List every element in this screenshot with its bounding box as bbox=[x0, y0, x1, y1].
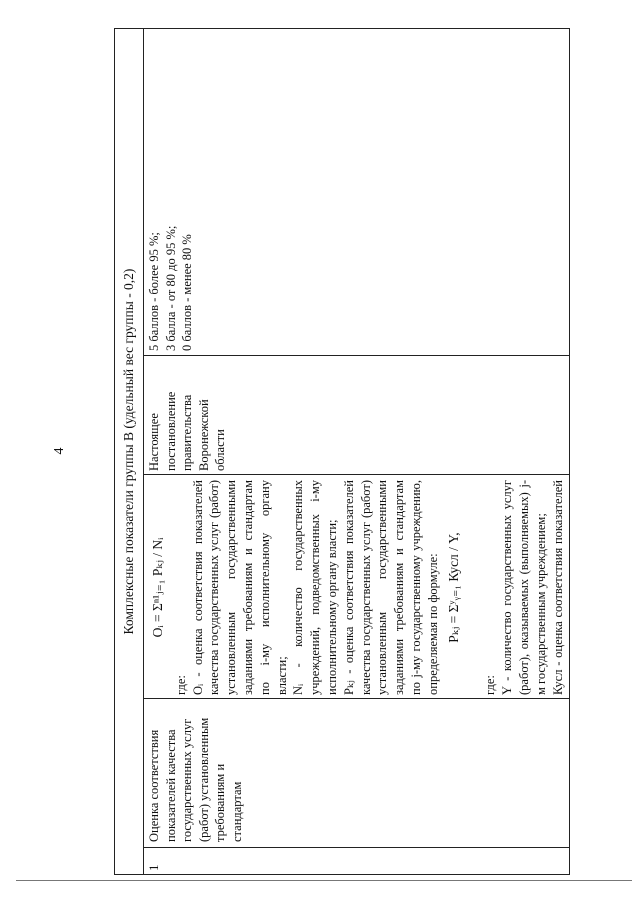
definition-ni: Nᵢ - количество государственных учреждений, подведомственных i-му исполнительному органу власти; bbox=[291, 480, 339, 695]
formula-pkj: Рₖⱼ = Σʸᵧ₌₁ Кусл / Y, bbox=[445, 532, 461, 643]
source-line: правительства bbox=[180, 394, 194, 471]
row-number: 1 bbox=[146, 864, 161, 871]
table-border-right bbox=[114, 28, 570, 29]
definition-kusl: Кусл - оценка соответствия показателей bbox=[550, 480, 565, 695]
column-divider-3 bbox=[143, 474, 570, 475]
criterion-line: требованиям и стандартам bbox=[213, 763, 244, 842]
column-divider-4 bbox=[143, 355, 570, 356]
score-cell bbox=[146, 201, 196, 351]
definition-oi: Оᵢ - оценка соответствия показателей качества государственных услуг (работ) установленным государственными заданиями требованиям и стандартам по i-му исполнительному органу власти; bbox=[190, 480, 289, 695]
source-line: Воронежской области bbox=[196, 399, 227, 471]
formula-cell bbox=[146, 480, 566, 695]
page-number: 4 bbox=[52, 447, 67, 455]
definition-y: Y - количество государственных услуг (работ), оказываемых (выполняемых) j-м государственным учреждением; bbox=[500, 480, 548, 695]
source-line: постановление bbox=[163, 391, 178, 471]
page-bottom-rule bbox=[16, 880, 632, 881]
source-cell bbox=[146, 361, 229, 471]
score-line: 3 балла - от 80 до 95 %; bbox=[163, 225, 178, 351]
table-border-title-bottom bbox=[143, 28, 144, 875]
criterion-cell bbox=[146, 702, 245, 842]
table-border-bottom bbox=[569, 28, 570, 875]
where-label: где: bbox=[173, 675, 188, 695]
score-line: 0 баллов - менее 80 % bbox=[180, 234, 194, 351]
column-divider-2 bbox=[143, 698, 570, 699]
table-border-left bbox=[114, 874, 570, 875]
group-title: Комплексные показатели группы В (удельный вес группы - 0,2) bbox=[120, 268, 136, 635]
where-label: где: bbox=[483, 675, 498, 695]
source-line: Настоящее bbox=[147, 413, 161, 471]
spacer bbox=[468, 480, 482, 695]
rotated-table bbox=[114, 28, 570, 875]
column-divider-1 bbox=[143, 847, 570, 848]
criterion-line: (работ) установленным bbox=[196, 717, 211, 842]
formula-oi: Оᵢ = Σⁿ¹ⱼ₌₁ Рₖⱼ / Nᵢ bbox=[150, 537, 165, 638]
criterion-line: Оценка соответствия bbox=[147, 729, 161, 842]
definition-pkj: Рₖⱼ - оценка соответствия показателей качества государственных услуг (работ) установленным государственными заданиями требованиям и стандартам по j-му государственному учреждению, определяемая по формуле: bbox=[341, 480, 440, 695]
criterion-line: государственных услуг bbox=[180, 718, 194, 842]
score-line: 5 баллов - более 95 %; bbox=[147, 232, 161, 351]
criterion-line: показателей качества bbox=[163, 729, 178, 842]
